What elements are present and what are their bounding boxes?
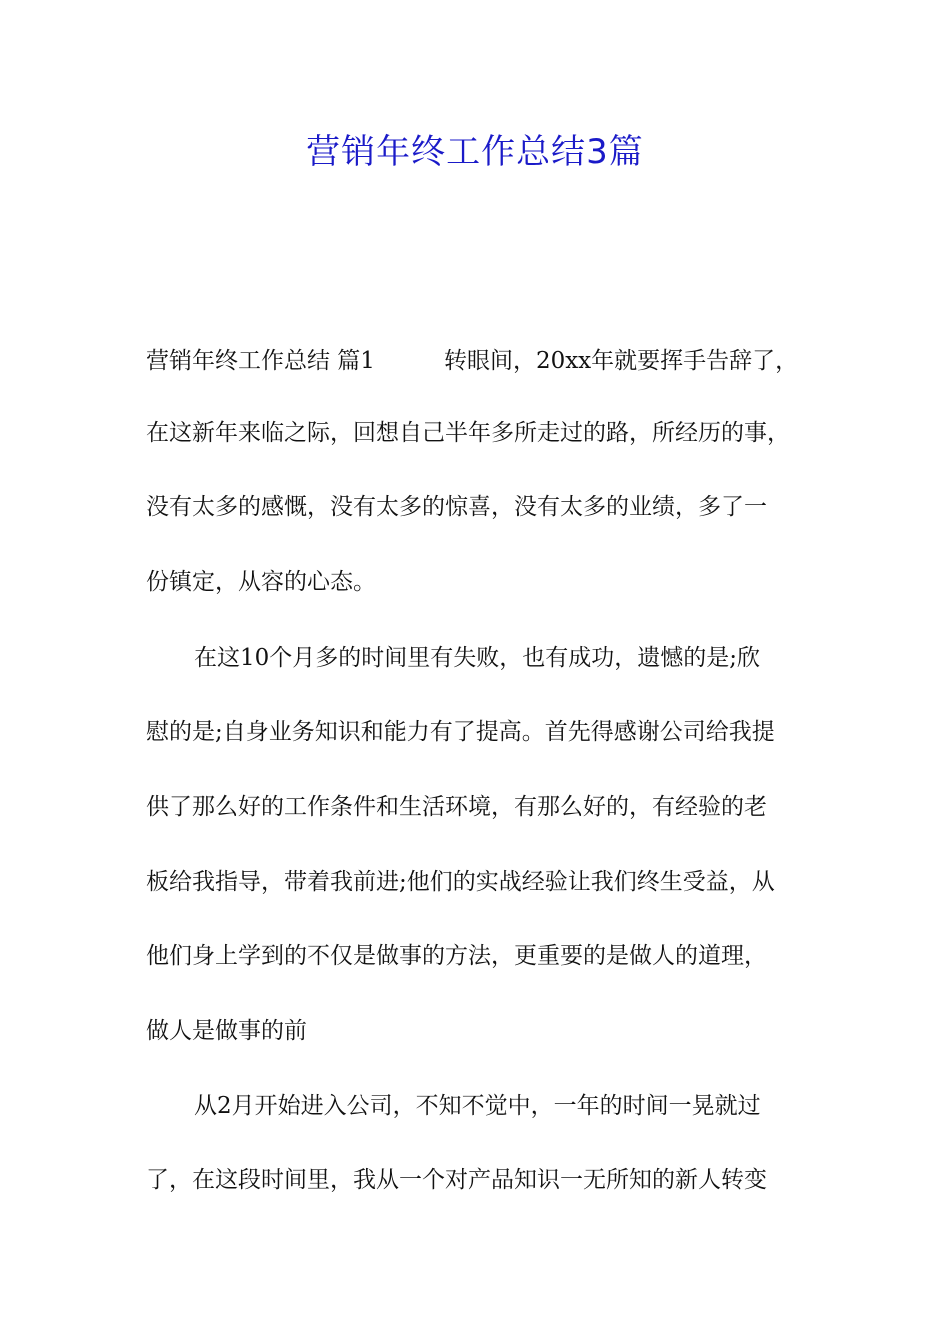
paragraph-line: 了，在这段时间里，我从一个对产品知识一无所知的新人转变: [146, 1167, 767, 1193]
document-title: 营销年终工作总结3篇: [306, 132, 644, 172]
paragraph-line: 板给我指导，带着我前进;他们的实战经验让我们终生受益，从: [146, 869, 775, 895]
paragraph-line: 他们身上学到的不仅是做事的方法，更重要的是做人的道理，: [146, 943, 767, 969]
paragraph-line: 份镇定，从容的心态。: [146, 569, 376, 595]
paragraph-line: 从2月开始进入公司，不知不觉中，一年的时间一晃就过: [194, 1093, 761, 1119]
paragraph-line: 在这10个月多的时间里有失败，也有成功，遗憾的是;欣: [194, 645, 761, 671]
paragraph-line: 营销年终工作总结 篇1 转眼间，20xx年就要挥手告辞了，: [146, 348, 799, 374]
paragraph-line: 在这新年来临之际，回想自己半年多所走过的路，所经历的事，: [146, 420, 790, 446]
paragraph-line: 做人是做事的前: [146, 1018, 307, 1044]
paragraph-line: 供了那么好的工作条件和生活环境，有那么好的，有经验的老: [146, 794, 767, 820]
paragraph-line: 慰的是;自身业务知识和能力有了提高。首先得感谢公司给我提: [146, 719, 775, 745]
paragraph-line: 没有太多的感慨，没有太多的惊喜，没有太多的业绩，多了一: [146, 494, 767, 520]
